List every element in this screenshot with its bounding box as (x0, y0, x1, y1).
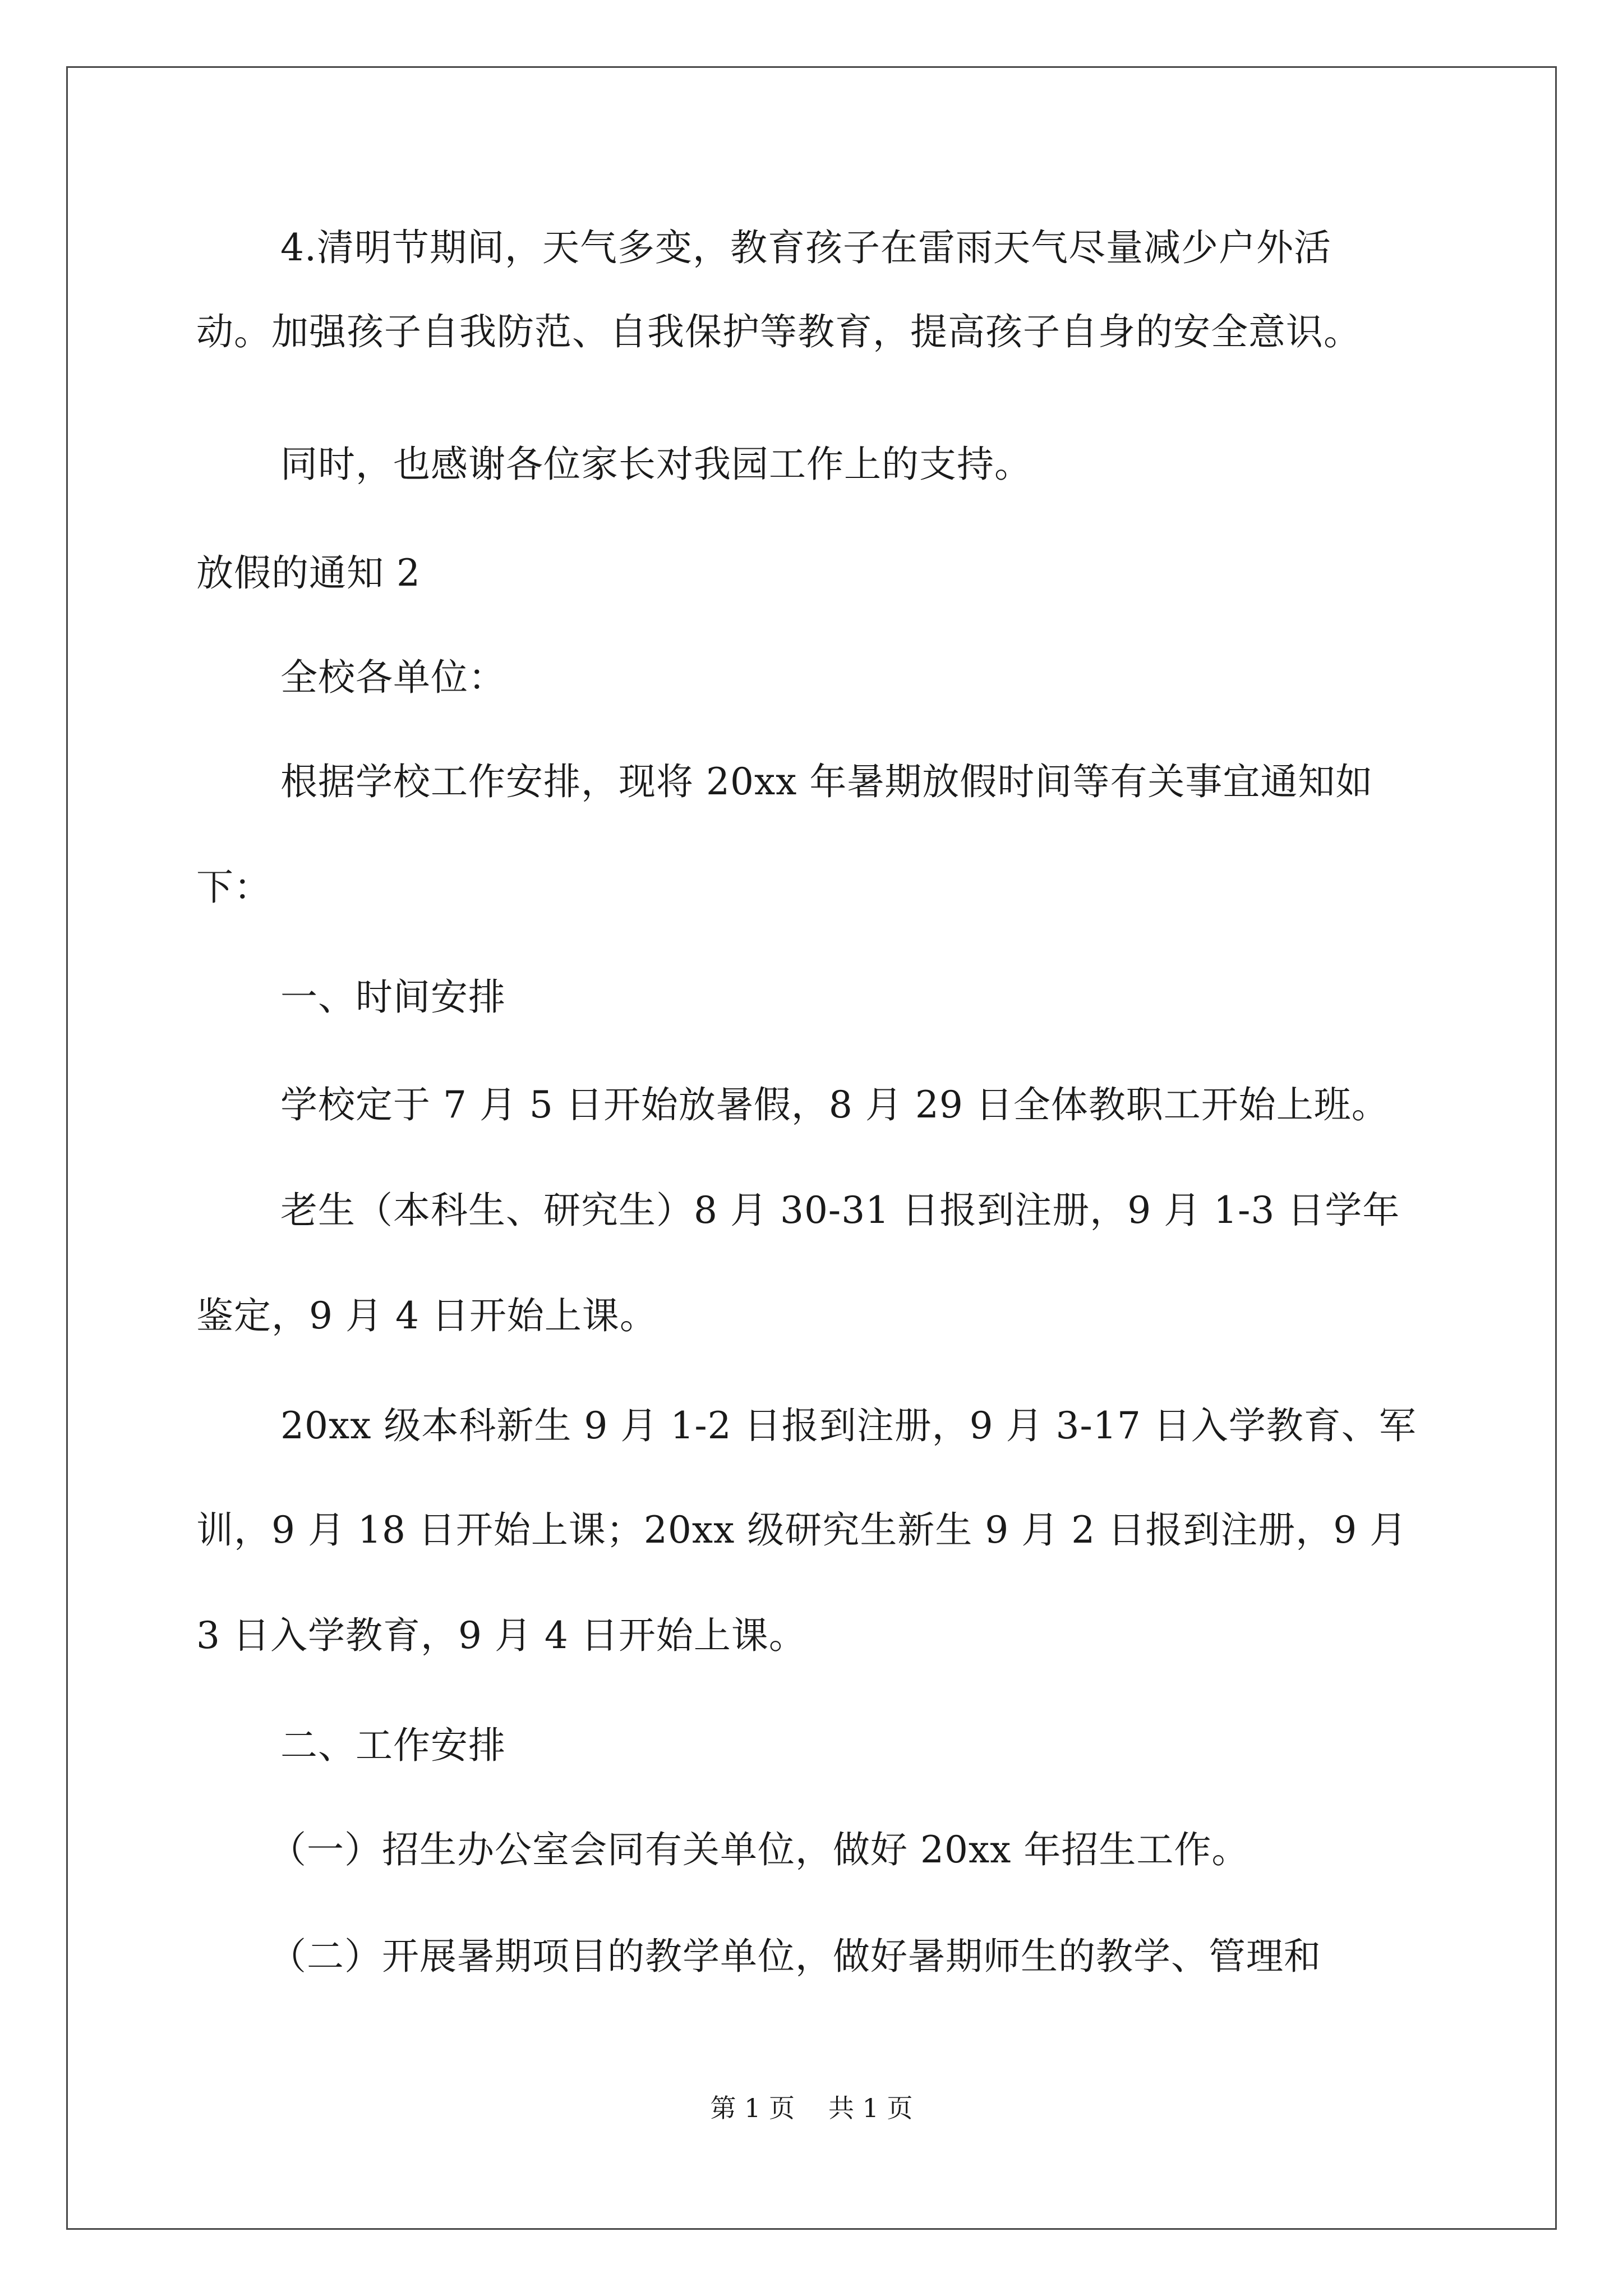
salutation: 全校各单位： (280, 656, 506, 699)
paragraph-line: 动。加强孩子自我防范、自我保护等教育，提高孩子自身的安全意识。 (196, 310, 1361, 353)
paragraph-line: 老生（本科生、研究生）8 月 30-31 日报到注册，9 月 1-3 日学年 (280, 1189, 1400, 1232)
paragraph-line: 20xx 级本科新生 9 月 1-2 日报到注册，9 月 3-17 日入学教育、军 (280, 1404, 1417, 1447)
paragraph-line: 同时，也感谢各位家长对我园工作上的支持。 (280, 443, 1032, 486)
paragraph-line: 训，9 月 18 日开始上课；20xx 级研究生新生 9 月 2 日报到注册，9 月 (196, 1508, 1408, 1552)
subheading: 二、工作安排 (280, 1724, 506, 1767)
paragraph-line: 4.清明节期间，天气多变，教育孩子在雷雨天气尽量减少户外活 (280, 226, 1331, 269)
page-number: 第 1 页 (710, 2093, 795, 2123)
paragraph-line: 下： (196, 866, 271, 909)
paragraph-line: （一）招生办公室会同有关单位，做好 20xx 年招生工作。 (269, 1828, 1249, 1871)
paragraph-line: 3 日入学教育，9 月 4 日开始上课。 (196, 1614, 806, 1657)
paragraph-line: 鉴定，9 月 4 日开始上课。 (196, 1294, 657, 1337)
page-footer (0, 2091, 1623, 2125)
subheading: 一、时间安排 (280, 976, 506, 1019)
paragraph-line: （二）开展暑期项目的教学单位，做好暑期师生的教学、管理和 (269, 1935, 1321, 1978)
page-border (66, 66, 1557, 2230)
paragraph-line: 学校定于 7 月 5 日开始放暑假，8 月 29 日全体教职工开始上班。 (280, 1083, 1389, 1126)
page-total: 共 1 页 (828, 2093, 913, 2123)
paragraph-line: 根据学校工作安排，现将 20xx 年暑期放假时间等有关事宜通知如 (280, 760, 1373, 803)
section-heading: 放假的通知 2 (196, 551, 421, 595)
